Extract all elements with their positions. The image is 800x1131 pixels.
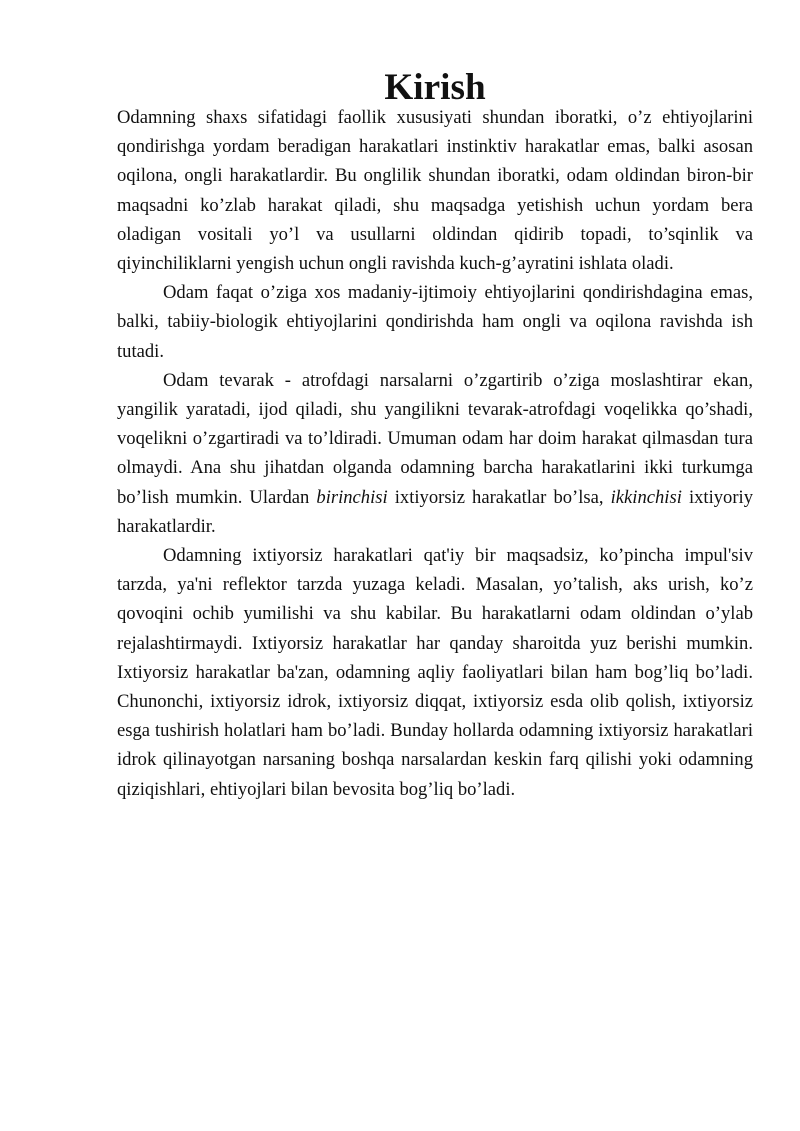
paragraph-3-text-c: ixtiyoriy harakatlardir. [117,486,753,537]
document-page [117,67,753,804]
emphasis-ikkinchisi: ikkinchisi [610,486,682,508]
page-title: Kirish [384,67,486,108]
emphasis-birinchisi: birinchisi [316,486,388,508]
paragraph-1: Odamning shaxs sifatidagi faollik xususiyati shundan iboratki, o’z ehtiyojlarini qondirishga yordam beradigan harakatlari instinktiv harakatlar emas, balki asosan oqilona, ongli harakatlardir. Bu onglilik shundan iboratki, odam oldindan biron-bir maqsadni ko’zlab harakat qiladi, shu maqsadga yetishish uchun yordam bera oladigan vositali yo’l va usullarni oldindan qidirib topadi, to’sqinlik va qiyinchiliklarni yengish uchun ongli ravishda kuch-g’ayratini ishlata oladi. [117,107,753,275]
paragraph-3 [117,366,753,541]
paragraph-3-text-a: Odam tevarak - atrofdagi narsalarni o’zgartirib o’ziga moslashtirar ekan, yangilik yaratadi, ijod qiladi, shu yangilikni tevarak-atrofdagi voqelikka qo’shadi, voqelikni o’zgartiradi va to’ldiradi. Umuman odam har doim harakat qilmasdan tura olmaydi. Ana shu jihatdan olganda odamning barcha harakatlarini ikki turkumga bo’lish mumkin. Ulardan [117,369,753,508]
paragraph-2: Odam faqat o’ziga xos madaniy-ijtimoiy ehtiyojlarini qondirishdagina emas, balki, tabiiy-biologik ehtiyojlarini qondirishda ham ongli va oqilona ravishda ish tutadi. [117,282,753,362]
paragraph-4: Odamning ixtiyorsiz harakatlari qat'iy bir maqsadsiz, ko’pincha impul'siv tarzda, ya'ni reflektor tarzda yuzaga keladi. Masalan, yo’talish, aks urish, ko’z qovoqini ochib yumilishi va shu kabilar. Bu harakatlarni odam oldindan o’ylab rejalashtirmaydi. Ixtiyorsiz harakatlar har qanday sharoitda yuz berishi mumkin. Ixtiyorsiz harakatlar ba'zan, odamning aqliy faoliyatlari bilan ham bog’liq bo’ladi. Chunonchi, ixtiyorsiz idrok, ixtiyorsiz diqqat, ixtiyorsiz esda olib qolish, ixtiyorsiz esga tushirish holatlari ham bo’ladi. Bunday hollarda odamning ixtiyorsiz harakatlari idrok qilinayotgan narsaning boshqa narsalardan keskin farq qilishi yoki odamning qiziqishlari, ehtiyojlari bilan bevosita bog’liq bo’ladi. [117,545,753,800]
paragraph-3-text-b: ixtiyorsiz harakatlar bo’lsa, [387,486,611,508]
